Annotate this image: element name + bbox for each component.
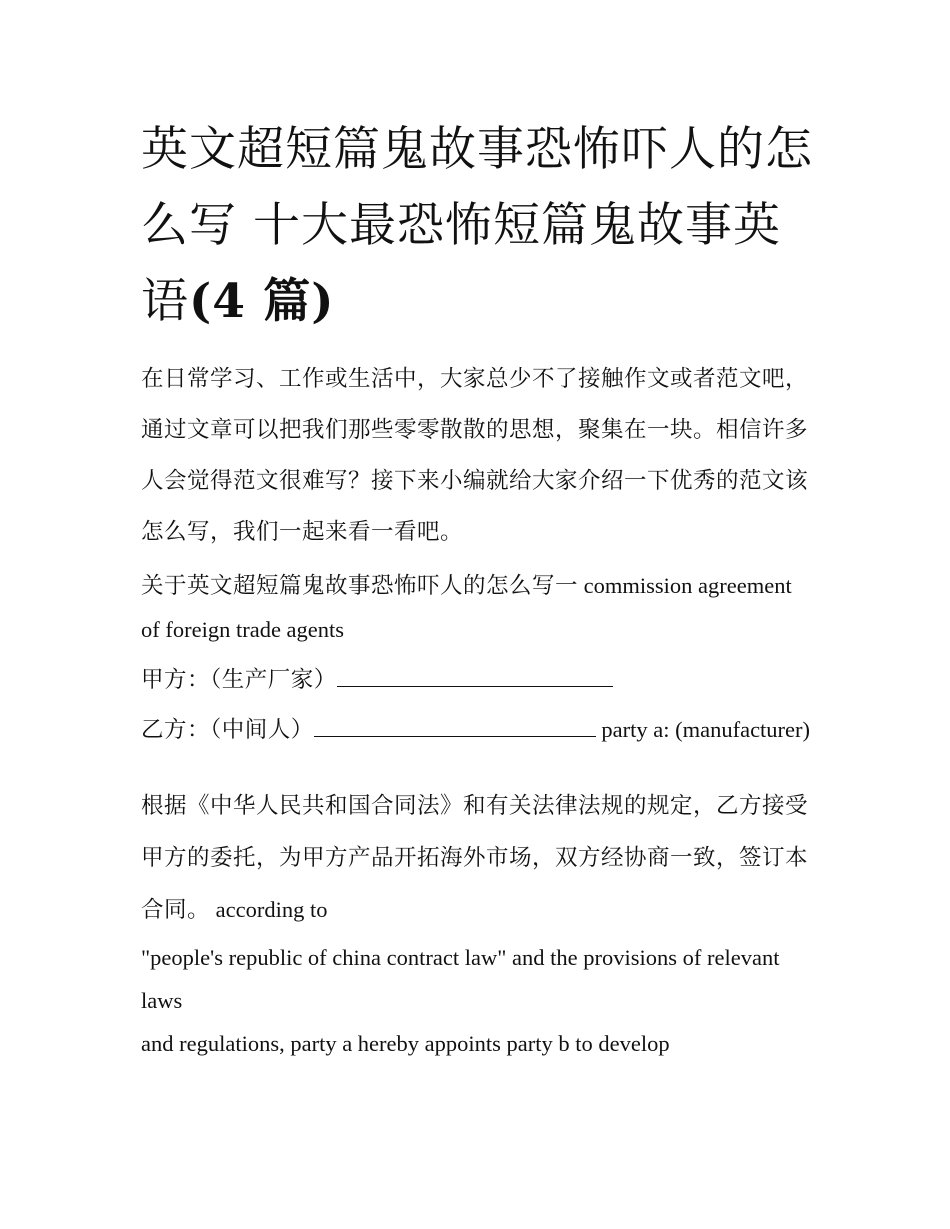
document-page [141,112,816,1065]
party-a-blank [337,666,613,687]
intro-paragraph: 在日常学习、工作或生活中，大家总少不了接触作文或者范文吧，通过文章可以把我们那些零零散散的思想，聚集在一块。相信许多人会觉得范文很难写？接下来小编就给大家介绍一下优秀的范文该怎么写，我们一起来看一看吧。 [141,366,809,545]
section-heading-en: commission agreement of foreign trade agents [141,573,792,642]
clause-en-line-3: and regulations, party a hereby appoints party b to develop [141,1031,670,1056]
party-a-label-en: party a: (manufacturer) [595,717,811,742]
party-b-label-zh: 乙方：（中间人） [141,717,314,743]
title-suffix: (4 篇) [189,274,335,329]
section-heading-zh: 关于英文超短篇鬼故事恐怖吓人的怎么写一 [141,573,579,599]
clause-zh-paragraph [141,780,816,936]
clause-zh: 根据《中华人民共和国合同法》和有关法律法规的规定，乙方接受甲方的委托，为甲方产品开拓海外市场，双方经协商一致，签订本合同。 [141,793,809,923]
party-b-blank [314,716,596,737]
document-title [141,112,816,340]
party-a-label-zh: 甲方：（生产厂家） [141,667,337,693]
section-heading [141,564,816,652]
title-main: 英文超短篇鬼故事恐怖吓人的怎么写 十大最恐怖短篇鬼故事英语 [141,122,813,329]
clause-en-start: according to [210,897,328,922]
clause-en-line-2: "people's republic of china contract law" and the provisions of relevant laws [141,945,780,1013]
party-a-line [141,658,816,702]
